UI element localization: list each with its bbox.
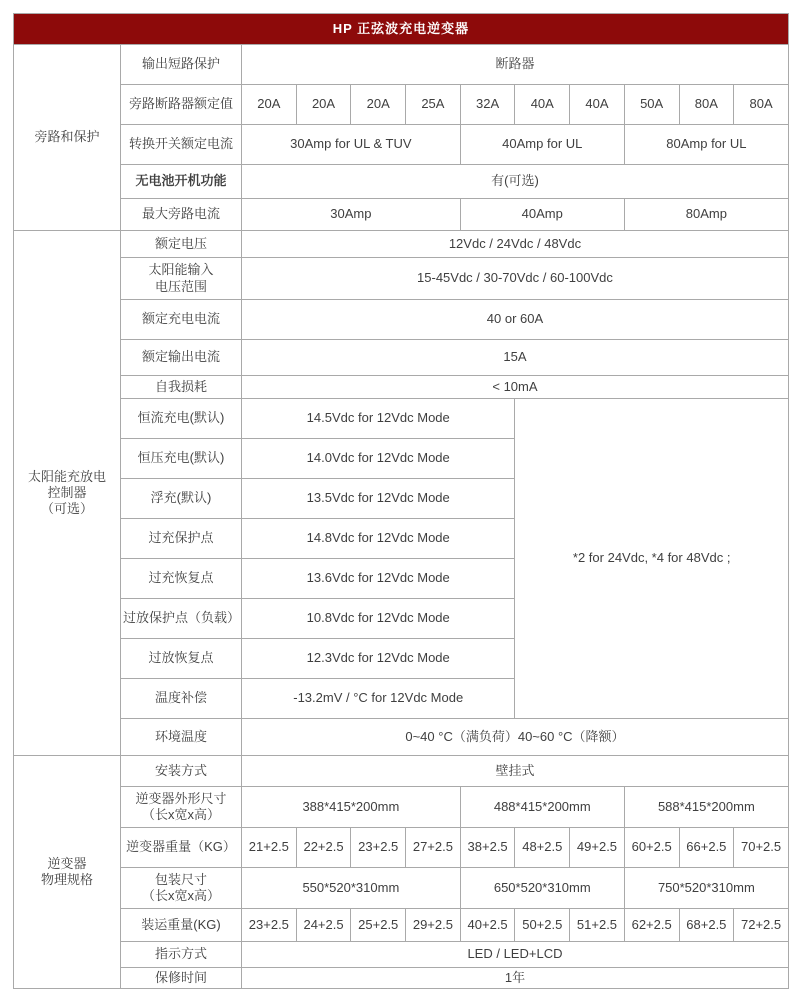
package-dims-value: 650*520*310mm <box>460 868 624 909</box>
row-label-temp-compensation: 温度补偿 <box>121 679 242 719</box>
inverter-dims-value: 488*415*200mm <box>460 787 624 828</box>
package-dims-value: 550*520*310mm <box>242 868 461 909</box>
row-value-output-short-protection: 断路器 <box>242 45 789 85</box>
row-label-inverter-weight: 逆变器重量（KG） <box>121 828 242 868</box>
inverter-dims-label-line1: 逆变器外形尺寸 <box>135 790 227 806</box>
row-value-rated-output-current: 15A <box>242 340 789 376</box>
bypass-breaker-value: 20A <box>296 85 351 125</box>
shipping-weight-value: 24+2.5 <box>296 909 351 942</box>
bypass-breaker-value: 40A <box>515 85 570 125</box>
inverter-weight-value: 23+2.5 <box>351 828 406 868</box>
row-label-package-dimensions <box>121 868 242 909</box>
row-value-rated-charge-current: 40 or 60A <box>242 300 789 340</box>
shipping-weight-value: 25+2.5 <box>351 909 406 942</box>
row-label-max-bypass-current: 最大旁路电流 <box>121 199 242 231</box>
row-value-warranty: 1年 <box>242 968 789 989</box>
row-value-absorb-charge: 14.0Vdc for 12Vdc Mode <box>242 439 515 479</box>
bypass-breaker-value: 80A <box>734 85 789 125</box>
section-physical-line2: 物理规格 <box>40 872 93 888</box>
section-solar-line2: 控制器 <box>47 484 87 500</box>
spec-table <box>13 13 789 989</box>
shipping-weight-value: 72+2.5 <box>734 909 789 942</box>
bypass-breaker-value: 25A <box>406 85 461 125</box>
section-solar-line1: 太阳能充放电 <box>27 468 106 484</box>
inverter-weight-value: 70+2.5 <box>734 828 789 868</box>
row-label-mounting: 安装方式 <box>121 756 242 787</box>
row-label-no-battery-start: 无电池开机功能 <box>121 165 242 199</box>
row-label-bulk-charge: 恒流充电(默认) <box>121 399 242 439</box>
shipping-weight-value: 51+2.5 <box>570 909 625 942</box>
section-physical-line1: 逆变器 <box>47 855 87 871</box>
row-value-indication: LED / LED+LCD <box>242 942 789 968</box>
shipping-weight-value: 29+2.5 <box>406 909 461 942</box>
spec-sheet <box>13 13 789 989</box>
row-value-float-charge: 13.5Vdc for 12Vdc Mode <box>242 479 515 519</box>
row-label-float-charge: 浮充(默认) <box>121 479 242 519</box>
shipping-weight-value: 23+2.5 <box>242 909 297 942</box>
package-dims-value: 750*520*310mm <box>624 868 788 909</box>
shipping-weight-value: 68+2.5 <box>679 909 734 942</box>
solar-input-label-line1: 太阳能输入 <box>148 262 214 278</box>
row-value-solar-input-range: 15-45Vdc / 30-70Vdc / 60-100Vdc <box>242 258 789 300</box>
row-label-overcharge-protection: 过充保护点 <box>121 519 242 559</box>
section-solar-controller <box>14 231 121 756</box>
solar-input-label-line2: 电压范围 <box>154 278 207 294</box>
row-label-rated-voltage: 额定电压 <box>121 231 242 258</box>
bypass-breaker-value: 32A <box>460 85 515 125</box>
row-label-bypass-breaker-rating: 旁路断路器额定值 <box>121 85 242 125</box>
inverter-weight-value: 22+2.5 <box>296 828 351 868</box>
row-label-indication: 指示方式 <box>121 942 242 968</box>
shipping-weight-value: 62+2.5 <box>624 909 679 942</box>
row-value-ambient-temperature: 0~40 °C（满负荷）40~60 °C（降额） <box>242 719 789 756</box>
row-value-bulk-charge: 14.5Vdc for 12Vdc Mode <box>242 399 515 439</box>
row-label-overdischarge-protection: 过放保护点（负载） <box>121 599 242 639</box>
page-title: HP 正弦波充电逆变器 <box>14 14 789 45</box>
inverter-weight-value: 21+2.5 <box>242 828 297 868</box>
section-solar-line3: （可选） <box>40 501 93 517</box>
inverter-weight-value: 49+2.5 <box>570 828 625 868</box>
row-value-overdischarge-recovery: 12.3Vdc for 12Vdc Mode <box>242 639 515 679</box>
max-bypass-value: 80Amp <box>624 199 788 231</box>
max-bypass-value: 40Amp <box>460 199 624 231</box>
row-value-overdischarge-protection: 10.8Vdc for 12Vdc Mode <box>242 599 515 639</box>
row-label-output-short-protection: 输出短路保护 <box>121 45 242 85</box>
inverter-weight-value: 66+2.5 <box>679 828 734 868</box>
row-label-solar-input-range <box>121 258 242 300</box>
row-value-no-battery-start: 有(可选) <box>242 165 789 199</box>
multiplier-note: *2 for 24Vdc, *4 for 48Vdc ; <box>515 399 789 719</box>
row-label-warranty: 保修时间 <box>121 968 242 989</box>
row-label-ambient-temperature: 环境温度 <box>121 719 242 756</box>
inverter-dims-label-line2: （长x宽x高） <box>141 807 220 822</box>
transfer-switch-value: 80Amp for UL <box>624 125 788 165</box>
row-value-temp-compensation: -13.2mV / °C for 12Vdc Mode <box>242 679 515 719</box>
transfer-switch-value: 30Amp for UL & TUV <box>242 125 461 165</box>
section-bypass-protection: 旁路和保护 <box>14 45 121 231</box>
row-label-transfer-switch-current: 转换开关额定电流 <box>121 125 242 165</box>
row-value-overcharge-protection: 14.8Vdc for 12Vdc Mode <box>242 519 515 559</box>
inverter-weight-value: 48+2.5 <box>515 828 570 868</box>
row-label-absorb-charge: 恒压充电(默认) <box>121 439 242 479</box>
inverter-dims-value: 388*415*200mm <box>242 787 461 828</box>
package-dims-label-line2: （长x宽x高） <box>141 888 220 903</box>
bypass-breaker-value: 20A <box>351 85 406 125</box>
row-label-rated-charge-current: 额定充电电流 <box>121 300 242 340</box>
inverter-dims-value: 588*415*200mm <box>624 787 788 828</box>
row-value-self-consumption: < 10mA <box>242 376 789 399</box>
inverter-weight-value: 38+2.5 <box>460 828 515 868</box>
section-inverter-physical <box>14 756 121 989</box>
row-label-self-consumption: 自我损耗 <box>121 376 242 399</box>
shipping-weight-value: 50+2.5 <box>515 909 570 942</box>
transfer-switch-value: 40Amp for UL <box>460 125 624 165</box>
row-value-rated-voltage: 12Vdc / 24Vdc / 48Vdc <box>242 231 789 258</box>
row-label-overcharge-recovery: 过充恢复点 <box>121 559 242 599</box>
bypass-breaker-value: 50A <box>624 85 679 125</box>
bypass-breaker-value: 80A <box>679 85 734 125</box>
inverter-weight-value: 60+2.5 <box>624 828 679 868</box>
row-label-inverter-dimensions <box>121 787 242 828</box>
row-label-shipping-weight: 装运重量(KG) <box>121 909 242 942</box>
row-label-rated-output-current: 额定输出电流 <box>121 340 242 376</box>
shipping-weight-value: 40+2.5 <box>460 909 515 942</box>
bypass-breaker-value: 40A <box>570 85 625 125</box>
package-dims-label-line1: 包装尺寸 <box>154 871 207 887</box>
row-label-overdischarge-recovery: 过放恢复点 <box>121 639 242 679</box>
max-bypass-value: 30Amp <box>242 199 461 231</box>
row-value-overcharge-recovery: 13.6Vdc for 12Vdc Mode <box>242 559 515 599</box>
inverter-weight-value: 27+2.5 <box>406 828 461 868</box>
row-value-mounting: 壁挂式 <box>242 756 789 787</box>
bypass-breaker-value: 20A <box>242 85 297 125</box>
